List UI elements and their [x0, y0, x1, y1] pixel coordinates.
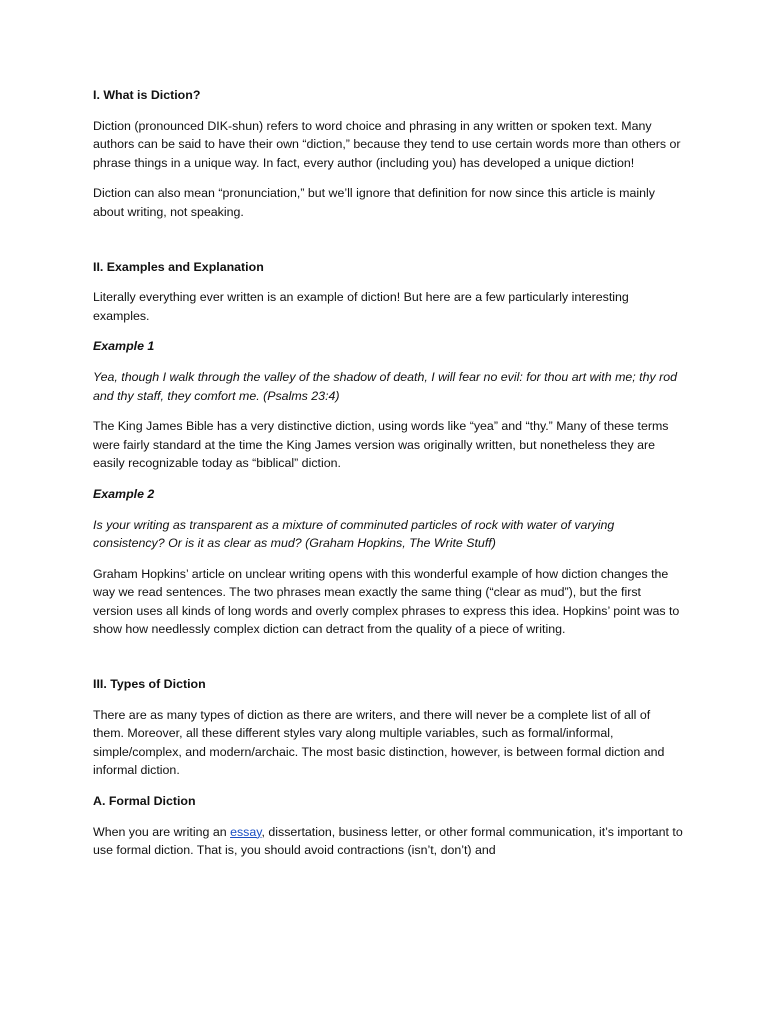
example-2-label: Example 2 [93, 486, 155, 501]
example-2-quote: Is your writing as transparent as a mixture of comminuted particles of rock with water of varying consistency? Or is it as clear as mud? (Graham Hopkins, The Write Stuff) [93, 517, 615, 551]
formal-diction-paragraph [93, 823, 683, 860]
section-heading-what-is-diction: I. What is Diction? [93, 88, 201, 102]
types-intro-paragraph: There are as many types of diction as there are writers, and there will never be a complete list of all of them. Moreover, all these different styles vary along multiple variables, such as formal/informal, simple/complex, and modern/archaic. The most basic distinction, however, is between formal diction and informal diction. [93, 707, 665, 778]
section-spacer [93, 234, 683, 258]
example-1-quote: Yea, though I walk through the valley of the shadow of death, I will fear no evil: for thou art with me; thy rod and thy staff, they comfort me. (Psalms 23:4) [93, 369, 678, 403]
formal-diction-text-before-link: When you are writing an [93, 824, 231, 839]
example-1-label: Example 1 [93, 339, 155, 354]
section-heading-types-of-diction: III. Types of Diction [93, 677, 206, 692]
example-1-explanation: The King James Bible has a very distinctive diction, using words like “yea” and “thy.” Many of these terms were fairly standard at the time the King James version was originally written, but nonetheless they are easily recognizable today as “biblical” diction. [93, 419, 669, 471]
subheading-formal-diction: A. Formal Diction [93, 794, 196, 809]
section-heading-examples: II. Examples and Explanation [93, 259, 264, 274]
formal-diction-text-after-link: , dissertation, business letter, or other formal communication, it’s important to use formal diction. That is, you should avoid contractions (isn’t, don’t) and [93, 824, 683, 858]
example-2-explanation: Graham Hopkins’ article on unclear writing opens with this wonderful example of how diction changes the way we read sentences. The two phrases mean exactly the same thing (“clear as mud”), but the first version uses all kinds of long words and overly complex phrases to express this idea. Hopkins’ point was to show how needlessly complex diction can detract from the quality of a piece of writing. [93, 566, 680, 637]
essay-link[interactable]: essay [230, 824, 262, 839]
pronunciation-paragraph: Diction can also mean “pronunciation,” but we’ll ignore that definition for now since this article is mainly about writing, not speaking. [93, 186, 655, 219]
examples-intro-paragraph: Literally everything ever written is an example of diction! But here are a few particularly interesting examples. [93, 290, 629, 323]
document-page [93, 86, 683, 872]
section-spacer [93, 651, 683, 675]
definition-paragraph: Diction (pronounced DIK-shun) refers to word choice and phrasing in any written or spoken text. Many authors can be said to have their own “diction,” because they tend to use certain words more than others or phrase things in a unique way. In fact, every author (including you) has developed a unique diction! [93, 118, 681, 170]
